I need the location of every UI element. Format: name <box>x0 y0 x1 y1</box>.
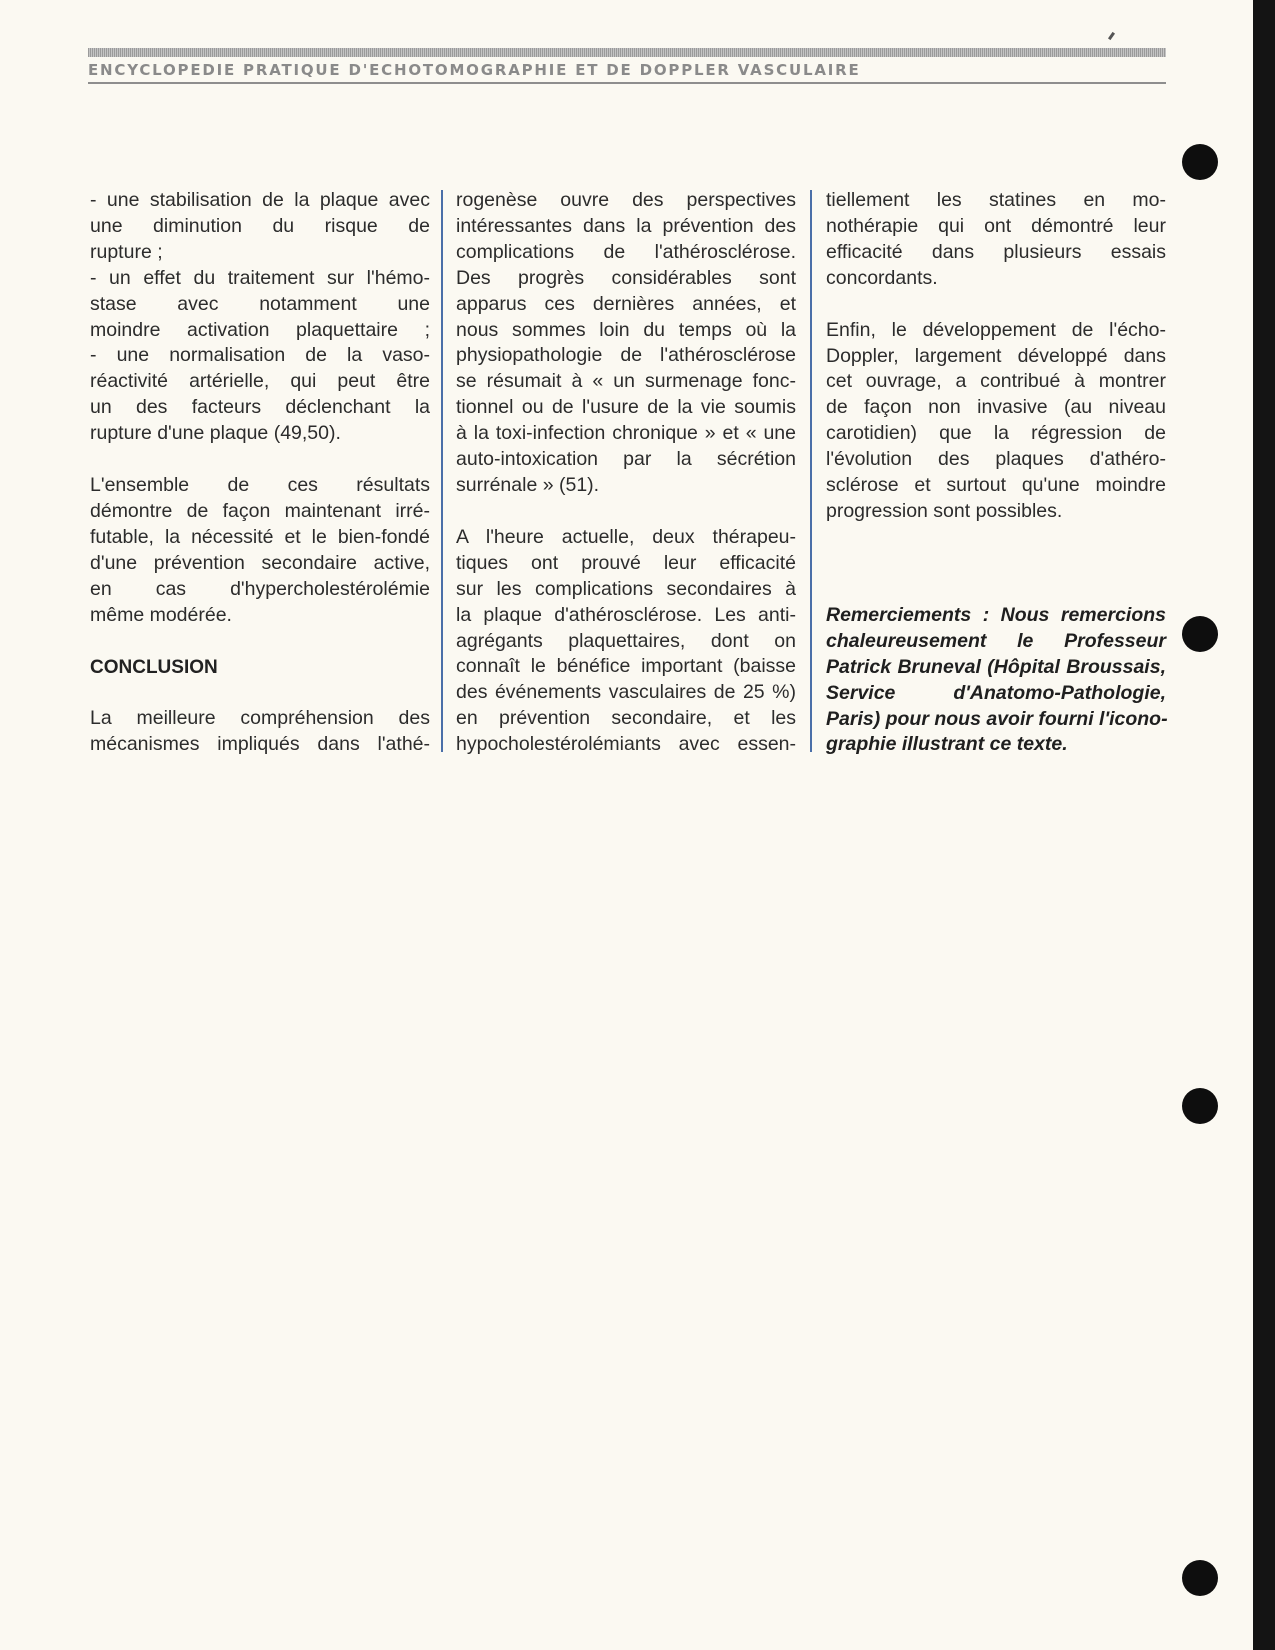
binder-hole-4 <box>1182 1560 1218 1596</box>
paragraph-benefits-list: - une stabilisation de la plaque avec une diminution du risque de rupture ; - un effet du traitement sur l'hémo- stase avec notamment une moindre activation plaquettaire ; - une normalisation de la vaso- réactivité artérielle, qui peut être un des facteurs déclenchant la rupture d'une plaque (49,50). <box>90 189 430 445</box>
paragraph-therapeutics: A l'heure actuelle, deux thérapeu- tiques ont prouvé leur efficacité sur les complications secondaires à la plaque d'athérosclérose. Les anti- agrégants plaquettaires, dont on connaît le bénéfice important (baisse des événements vasculaires de 25 %) en prévention secondaire, et les hypocholestérolémiants avec essen- <box>456 525 796 756</box>
stray-mark <box>1108 32 1115 40</box>
column-divider-2 <box>810 190 812 752</box>
text-column-1 <box>90 188 430 758</box>
acknowledgements: Remerciements : Nous remercions chaleureusement le Professeur Patrick Bruneval (Hôpital Broussais, Service d'Anatomo-Pathologie, Paris) pour nous avoir fourni l'icono- graphie illustrant ce texte. <box>826 603 1168 756</box>
paragraph-statins: tiellement les statines en mo- nothérapie qui ont démontré leur efficacité dans plusieurs essais concordants. <box>826 189 1166 289</box>
running-header: ENCYCLOPEDIE PRATIQUE D'ECHOTOMOGRAPHIE ET DE DOPPLER VASCULAIRE <box>88 61 861 79</box>
column-divider-1 <box>441 190 443 752</box>
text-column-2 <box>456 188 796 758</box>
conclusion-heading: CONCLUSION <box>90 656 218 678</box>
header-bar <box>88 48 1166 57</box>
paragraph-conclusion-start: La meilleure compréhension des mécanismes impliqués dans l'athé- <box>90 707 430 756</box>
binder-hole-3 <box>1182 1088 1218 1124</box>
binder-hole-2 <box>1182 616 1218 652</box>
paragraph-atherogenesis: rogenèse ouvre des perspectives intéressantes dans la prévention des complications de l'athérosclérose. Des progrès considérables sont apparus ces dernières années, et nous sommes loin du temps où la physiopathologie de l'athérosclérose se résumait à « un surmenage fonc- tionnel ou de l'usure de la vie soumis à la toxi-infection chronique » et « une auto-intoxication par la sécrétion surrénale » (51). <box>456 189 796 496</box>
paragraph-results-summary: L'ensemble de ces résultats démontre de façon maintenant irré- futable, la nécessité et le bien-fondé d'une prévention secondaire active, en cas d'hypercholestérolémie même modérée. <box>90 474 430 626</box>
binder-hole-1 <box>1182 144 1218 180</box>
page-right-edge <box>1253 0 1275 1650</box>
text-column-3 <box>826 188 1166 758</box>
header-rule <box>88 82 1166 84</box>
paragraph-echo-doppler: Enfin, le développement de l'écho- Doppler, largement développé dans cet ouvrage, a contribué à montrer de façon non invasive (au niveau carotidien) que la régression de l'évolution des plaques d'athéro- sclérose et surtout qu'une moindre progression sont possibles. <box>826 318 1166 522</box>
